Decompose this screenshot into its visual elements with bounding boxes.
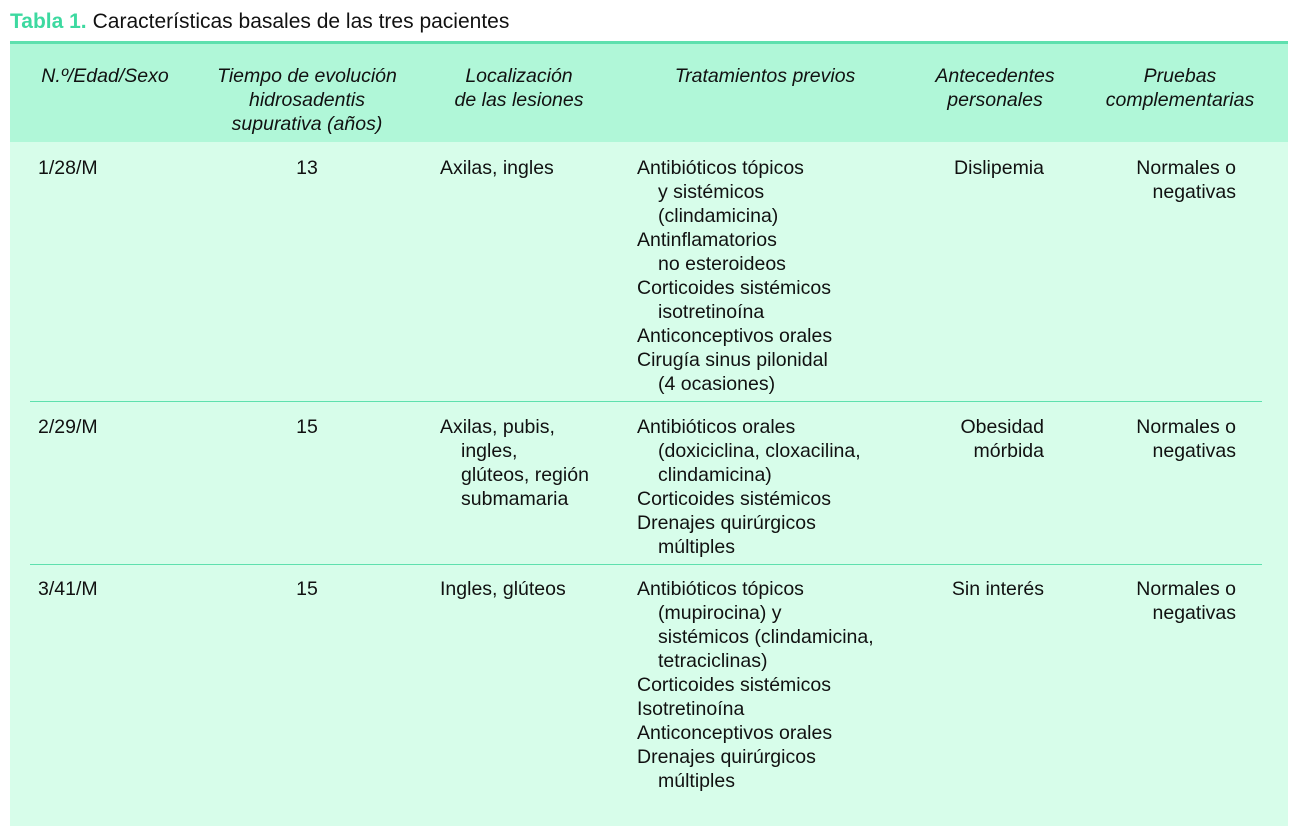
cell-line: 2/29/M <box>38 416 98 438</box>
table-label: Tabla 1. <box>10 10 87 33</box>
header-line: supurativa (años) <box>231 113 383 135</box>
header-evolution-time <box>187 64 427 136</box>
header-line: N.º/Edad/Sexo <box>41 65 169 87</box>
header-lesion-location <box>399 64 639 112</box>
table-title: Características basales de las tres pacientes <box>92 10 510 33</box>
cell-evolution-years <box>247 156 367 180</box>
cell-personal-history <box>910 577 1044 601</box>
cell-line: isotretinoína <box>658 301 765 323</box>
cell-line: Axilas, ingles <box>440 157 554 179</box>
cell-line: Drenajes quirúrgicos <box>637 512 816 534</box>
cell-evolution-years <box>247 577 367 601</box>
cell-line: submamaria <box>461 488 569 510</box>
table-caption <box>10 9 509 35</box>
cell-line: sistémicos (clindamicina, <box>658 626 874 648</box>
cell-id-age-sex <box>38 156 98 180</box>
cell-previous-treatments <box>637 156 832 396</box>
header-line: hidrosadentis <box>249 89 365 111</box>
header-line: Tratamientos previos <box>674 65 856 87</box>
cell-line: negativas <box>1152 602 1236 624</box>
cell-line: tetraciclinas) <box>658 650 768 672</box>
cell-line: (mupirocina) y <box>658 602 782 624</box>
row-divider <box>30 401 1262 402</box>
cell-line: Axilas, pubis, <box>440 416 555 438</box>
header-previous-treatments <box>645 64 885 88</box>
cell-line: Antibióticos orales <box>637 416 796 438</box>
cell-line: Isotretinoína <box>637 698 745 720</box>
cell-line: negativas <box>1152 181 1236 203</box>
cell-id-age-sex <box>38 577 98 601</box>
header-line: Localización <box>465 65 573 87</box>
cell-line: Anticonceptivos orales <box>637 722 833 744</box>
cell-lesion-location <box>440 415 589 511</box>
cell-line: Antibióticos tópicos <box>637 578 804 600</box>
cell-line: Obesidad <box>960 416 1044 438</box>
cell-line: glúteos, región <box>461 464 589 486</box>
cell-line: negativas <box>1152 440 1236 462</box>
cell-line: mórbida <box>973 440 1044 462</box>
header-line: complementarias <box>1105 89 1255 111</box>
cell-line: Drenajes quirúrgicos <box>637 746 816 768</box>
cell-line: (4 ocasiones) <box>658 373 776 395</box>
cell-line: Cirugía sinus pilonidal <box>637 349 828 371</box>
cell-personal-history <box>910 415 1044 463</box>
cell-line: 13 <box>296 157 318 179</box>
cell-line: 1/28/M <box>38 157 98 179</box>
cell-line: (doxiciclina, cloxacilina, <box>658 440 861 462</box>
cell-complementary-tests <box>1090 156 1236 204</box>
cell-previous-treatments <box>637 577 874 793</box>
cell-line: y sistémicos <box>658 181 765 203</box>
cell-line: no esteroideos <box>658 253 786 275</box>
header-line: personales <box>947 89 1043 111</box>
cell-evolution-years <box>247 415 367 439</box>
cell-line: 15 <box>296 578 318 600</box>
cell-lesion-location <box>440 156 554 180</box>
cell-line: Normales o <box>1136 157 1236 179</box>
cell-lesion-location <box>440 577 566 601</box>
table-header <box>10 44 1288 142</box>
header-line: Antecedentes <box>935 65 1055 87</box>
cell-line: 15 <box>296 416 318 438</box>
cell-complementary-tests <box>1090 415 1236 463</box>
cell-line: Corticoides sistémicos <box>637 488 831 510</box>
cell-line: ingles, <box>461 440 518 462</box>
cell-line: Corticoides sistémicos <box>637 277 831 299</box>
cell-line: Dislipemia <box>954 157 1044 179</box>
cell-line: (clindamicina) <box>658 205 779 227</box>
patient-characteristics-table <box>10 41 1288 826</box>
header-line: Tiempo de evolución <box>217 65 397 87</box>
cell-line: Sin interés <box>951 578 1044 600</box>
cell-line: Normales o <box>1136 578 1236 600</box>
cell-line: Ingles, glúteos <box>440 578 566 600</box>
header-line: de las lesiones <box>454 89 584 111</box>
cell-id-age-sex <box>38 415 98 439</box>
cell-line: Antibióticos tópicos <box>637 157 804 179</box>
header-complementary-tests <box>1060 64 1294 112</box>
row-divider <box>30 564 1262 565</box>
cell-line: Antinflamatorios <box>637 229 777 251</box>
cell-personal-history <box>910 156 1044 180</box>
cell-line: múltiples <box>658 536 735 558</box>
header-line: Pruebas <box>1143 65 1217 87</box>
cell-line: Corticoides sistémicos <box>637 674 831 696</box>
cell-line: 3/41/M <box>38 578 98 600</box>
cell-line: múltiples <box>658 770 735 792</box>
cell-line: Anticonceptivos orales <box>637 325 833 347</box>
cell-previous-treatments <box>637 415 861 559</box>
cell-line: Normales o <box>1136 416 1236 438</box>
cell-line: clindamicina) <box>658 464 772 486</box>
cell-complementary-tests <box>1090 577 1236 625</box>
